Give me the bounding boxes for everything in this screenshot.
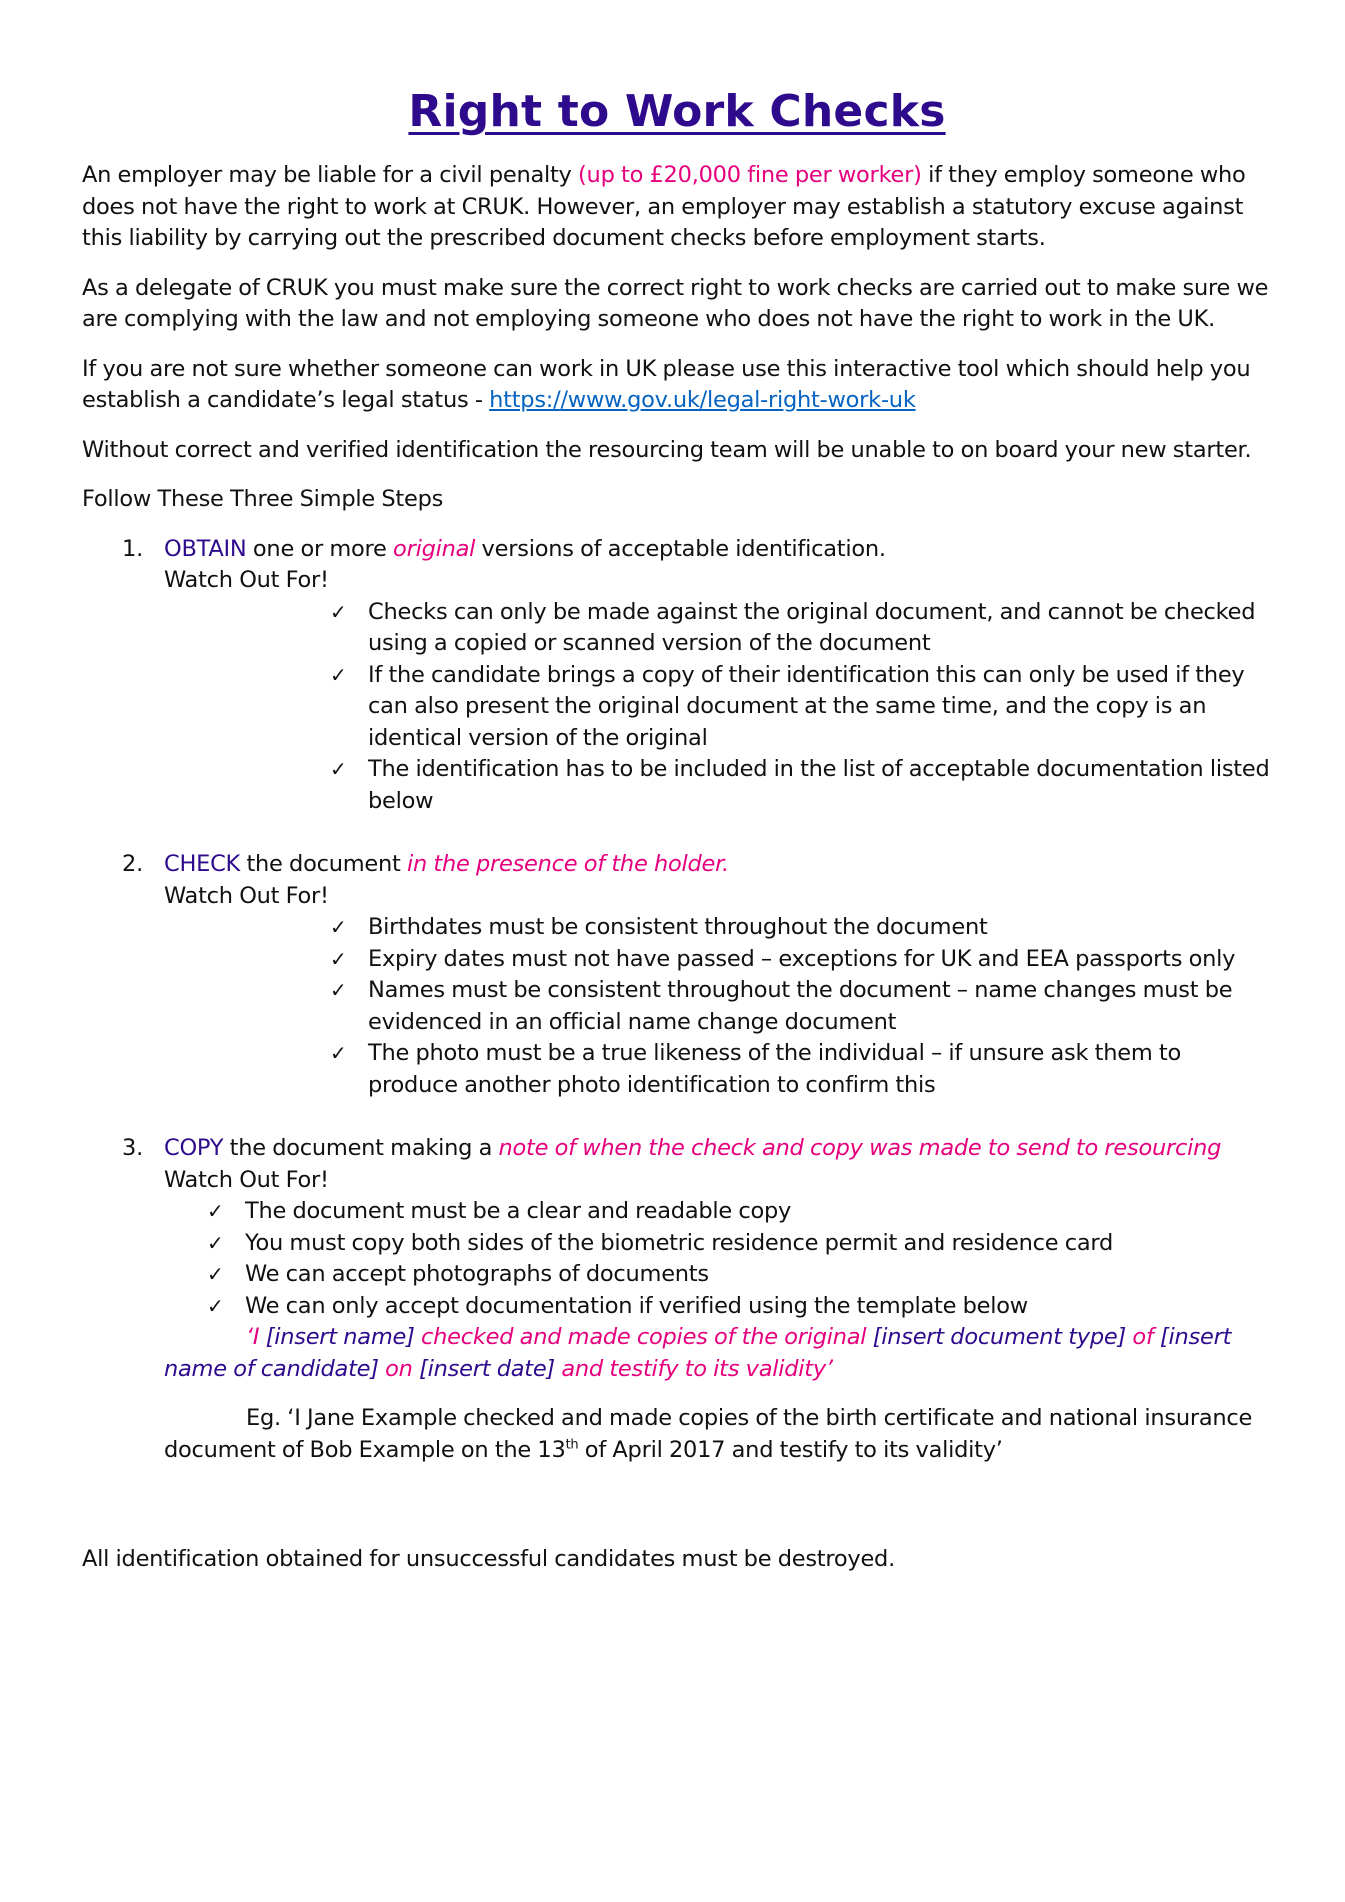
text-run: Follow These Three Simple Steps (82, 486, 444, 512)
text-run: one or more (246, 535, 394, 562)
text-run: versions of acceptable identification. (475, 535, 886, 562)
text-run: As a delegate of CRUK you must make sure the correct right to work checks are carried out to make sure we are complying with the law and not employing someone who does not have the right to work in the UK. (82, 274, 1269, 332)
emphasis-text: [insert document type] (872, 1324, 1126, 1350)
text-run: Eg. ‘I Jane Example checked and made copies of the birth certificate and national insurance document of Bob Example on the 13 (164, 1405, 1253, 1463)
watch-out-label: Watch Out For! (164, 882, 329, 909)
emphasis-text: [insert date] (419, 1355, 555, 1382)
step-obtain (82, 534, 1272, 818)
delegate-paragraph (82, 273, 1272, 336)
check-item: ✓ We can only accept documentation if verified using the template below (204, 1291, 1272, 1323)
step-number: 1. (122, 535, 143, 562)
text-run: the document (240, 851, 407, 877)
verification-example (164, 1403, 1272, 1466)
check-icon: ✓ (330, 1041, 347, 1065)
emphasis-text: ‘I (246, 1324, 266, 1350)
penalty-paragraph (82, 160, 1272, 255)
emphasis-text: checked and made copies of the original (414, 1324, 873, 1350)
emphasis-text: and testify to its validity’ (554, 1355, 833, 1382)
check-icon: ✓ (330, 599, 347, 624)
verification-paragraph (82, 435, 1272, 467)
watch-out-label: Watch Out For! (164, 567, 329, 593)
check-item: ✓ You must copy both sides of the biometric residence permit and residence card (204, 1228, 1272, 1260)
check-item: ✓ Checks can only be made against the original document, and cannot be checked using a copied or scanned version of the document (330, 598, 1256, 656)
check-list (164, 912, 1272, 1101)
check-item: ✓ Birthdates must be consistent throughout the document (327, 912, 1272, 944)
check-icon: ✓ (207, 1293, 224, 1318)
steps-intro (82, 484, 1272, 516)
step-heading (164, 851, 729, 877)
emphasis-text: on (378, 1355, 420, 1382)
page-title: Right to Work Checks (408, 86, 946, 137)
step-number: 2. (122, 851, 143, 877)
check-icon: ✓ (330, 915, 347, 939)
text-run: Without correct and verified identification the resourcing team will be unable to on board your new starter. (82, 436, 1252, 463)
emphasis-text: [insert name] (265, 1324, 415, 1350)
check-item: ✓ Names must be consistent throughout the document – name changes must be evidenced in an official name change document (330, 977, 1233, 1035)
step-check (82, 849, 1272, 1101)
check-icon: ✓ (330, 946, 347, 971)
check-list (164, 597, 1272, 818)
emphasis-text: [insert name of candidate] (164, 1324, 1232, 1382)
step-heading (164, 536, 886, 562)
emphasis-text: CHECK (164, 851, 241, 877)
document-page (82, 0, 1272, 1576)
step-copy (82, 1133, 1272, 1466)
text-run: An employer may be liable for a civil penalty (82, 162, 579, 188)
check-item: ✓ We can accept photographs of documents (204, 1259, 1272, 1291)
text-run: the document making a (223, 1135, 499, 1161)
closing-statement: All identification obtained for unsuccessful candidates must be destroyed. (82, 1546, 895, 1572)
emphasis-text: of (1126, 1324, 1160, 1350)
check-icon: ✓ (330, 757, 347, 781)
check-icon: ✓ (207, 1199, 224, 1223)
check-item: ✓ The photo must be a true likeness of the individual – if unsure ask them to produce another photo identification to confirm this (330, 1040, 1182, 1098)
tool-paragraph (82, 354, 1272, 417)
check-item: ✓ If the candidate brings a copy of their identification this can only be used if they can also present the original document at the same time, and the copy is an identical version of the original (330, 661, 1245, 751)
check-icon: ✓ (207, 1262, 224, 1286)
check-list (164, 1196, 1272, 1322)
check-icon: ✓ (207, 1230, 224, 1255)
check-icon: ✓ (330, 662, 347, 687)
watch-out-label: Watch Out For! (164, 1166, 329, 1193)
check-item: ✓ The document must be a clear and readable copy (204, 1196, 1272, 1228)
emphasis-text: (up to £20,000 fine per worker) (578, 162, 922, 188)
emphasis-text: note of when the check and copy was made to send to resourcing (498, 1135, 1222, 1161)
check-item: ✓ Expiry dates must not have passed – exceptions for UK and EEA passports only (327, 944, 1272, 976)
check-item: ✓ The identification has to be included in the list of acceptable documentation listed below (330, 756, 1270, 814)
text-run: If you are not sure whether someone can work in UK please use this interactive tool which should help you establish a candidate’s legal status - (82, 355, 1251, 413)
step-number: 3. (122, 1135, 143, 1161)
step-heading (164, 1135, 1221, 1161)
verification-template-quote (164, 1322, 1272, 1385)
text-run: of April 2017 and testify to its validity’ (578, 1436, 1003, 1463)
check-icon: ✓ (330, 978, 347, 1002)
steps-list (82, 534, 1272, 1467)
text-run: if they employ someone who does not have the right to work at CRUK. However, an employer may establish a statutory excuse against this liability by carrying out the prescribed document checks before employment starts. (82, 162, 1246, 251)
emphasis-text: original (393, 535, 476, 562)
emphasis-text: OBTAIN (164, 535, 247, 562)
legal-right-work-link[interactable]: https://www.gov.uk/legal-right-work-uk (489, 387, 916, 413)
emphasis-text: COPY (164, 1135, 224, 1161)
emphasis-text: in the presence of the holder. (406, 851, 729, 877)
superscript: th (565, 1437, 579, 1452)
